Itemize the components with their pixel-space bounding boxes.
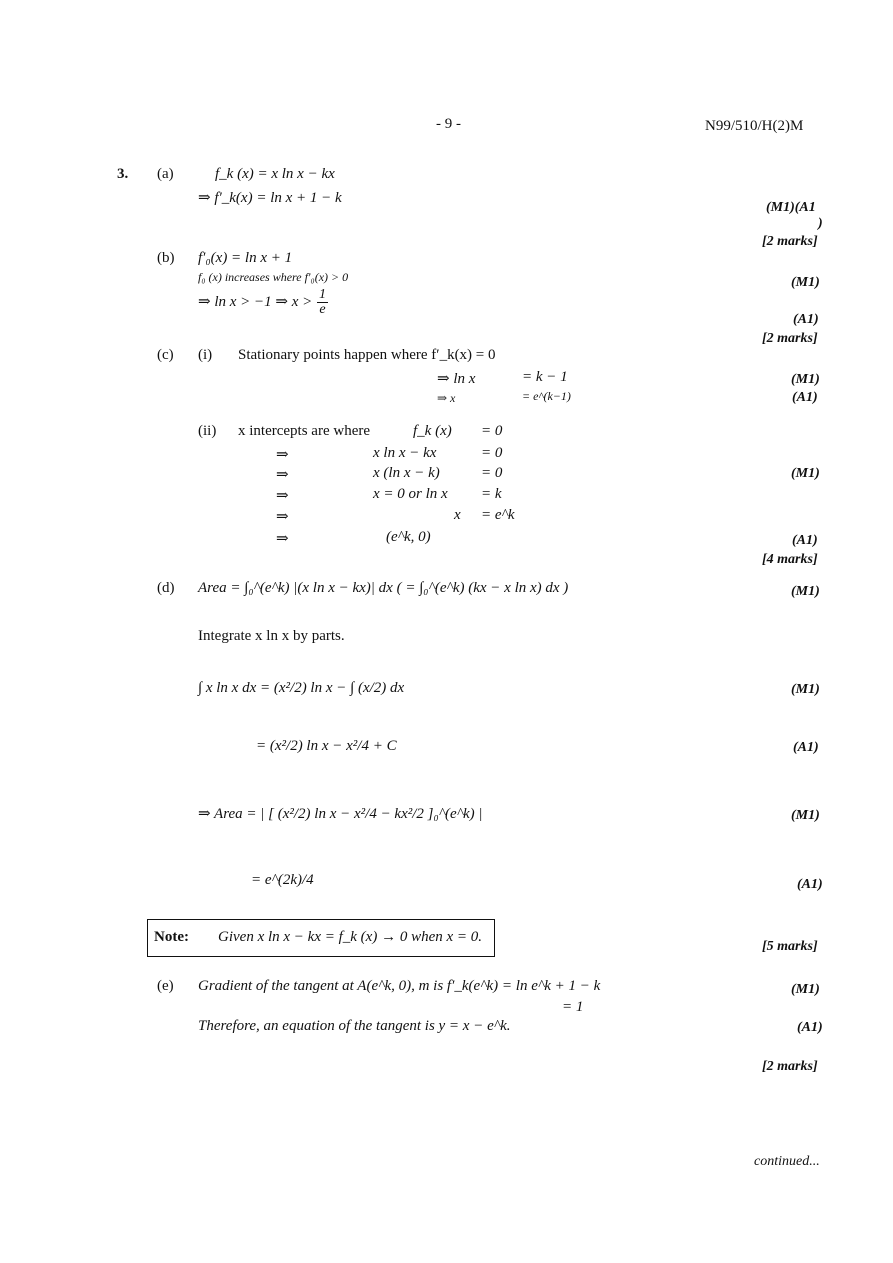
part-d-label: (d) xyxy=(157,580,175,596)
part-b-mark1: (M1) xyxy=(791,275,820,290)
part-d-parts-equation: ∫ x ln x dx = (x²/2) ln x − ∫ (x/2) dx xyxy=(198,680,405,696)
continued-footer: continued... xyxy=(754,1154,820,1169)
part-b-line1: f′₀(x) = ln x + 1 xyxy=(198,250,293,266)
part-d-final-equation: = e^(2k)/4 xyxy=(251,872,314,888)
question-number: 3. xyxy=(117,166,129,182)
ii-row-5-left: (e^k, 0) xyxy=(386,529,431,545)
ii-row-3-right: = k xyxy=(481,486,502,502)
note-label: Note: xyxy=(154,929,189,945)
ii-row-3-left: x = 0 or ln x xyxy=(373,486,448,502)
part-d-mark-area2: (M1) xyxy=(791,808,820,823)
ii-row-1-left: x ln x − kx xyxy=(373,445,437,461)
part-e-line3: Therefore, an equation of the tangent is y = x − e^k. xyxy=(198,1018,511,1034)
part-e-line2: = 1 xyxy=(562,999,584,1015)
part-a-mark-close: ) xyxy=(818,216,823,231)
part-d-total: [5 marks] xyxy=(762,939,818,954)
part-a-mark: (M1)(A1 xyxy=(766,200,816,215)
part-d-mark-final: (A1) xyxy=(797,877,823,892)
ii-row-4-arrow: ⇒ xyxy=(276,509,289,525)
part-a-total: [2 marks] xyxy=(762,234,818,249)
part-c-i-l2-right: = k − 1 xyxy=(522,369,568,385)
part-b-frac-num: 1 xyxy=(319,287,326,302)
part-e-mark1: (M1) xyxy=(791,982,820,997)
part-b-label: (b) xyxy=(157,250,175,266)
part-b-total: [2 marks] xyxy=(762,331,818,346)
ii-row-2-left: x (ln x − k) xyxy=(373,465,440,481)
ii-row-3-arrow: ⇒ xyxy=(276,488,289,504)
ii-row-2-arrow: ⇒ xyxy=(276,467,289,483)
ii-row-2-right: = 0 xyxy=(481,465,503,481)
ii-row-0-right: = 0 xyxy=(481,423,503,439)
part-c-i-mark1: (M1) xyxy=(791,372,820,387)
page-number: - 9 - xyxy=(436,116,461,132)
ii-row-5-arrow: ⇒ xyxy=(276,531,289,547)
part-b-line3-lhs: ⇒ ln x > −1 ⇒ x > xyxy=(198,293,313,310)
ii-row-4-right: = e^k xyxy=(481,507,515,523)
part-b-line3 xyxy=(198,288,329,317)
paper-code: N99/510/H(2)M xyxy=(705,118,804,134)
part-d-area2-equation: ⇒ Area = | [ (x²/2) ln x − x²/4 − kx²/2 ]₀^(e^k) | xyxy=(198,806,483,822)
part-c-i-text: Stationary points happen where f′_k(x) = 0 xyxy=(238,347,496,363)
part-d-mark-result: (A1) xyxy=(793,740,819,755)
part-b-line2: f₀ (x) increases where f′₀(x) > 0 xyxy=(198,270,349,284)
part-c-total: [4 marks] xyxy=(762,552,818,567)
part-b-mark2: (A1) xyxy=(793,312,819,327)
part-c-i-l3-left: ⇒ x xyxy=(437,391,456,405)
part-e-line1: Gradient of the tangent at A(e^k, 0), m is f′_k(e^k) = ln e^k + 1 − k xyxy=(198,978,601,994)
ii-row-0-left: f_k (x) xyxy=(413,423,452,439)
part-e-label: (e) xyxy=(157,978,174,994)
part-c-i-mark2: (A1) xyxy=(792,390,818,405)
part-d-result-equation: = (x²/2) ln x − x²/4 + C xyxy=(256,738,397,754)
ii-row-4-left: x xyxy=(454,507,461,523)
part-a-label: (a) xyxy=(157,166,174,182)
part-b-frac-den: e xyxy=(319,302,326,317)
part-a-line1: f_k (x) = x ln x − kx xyxy=(215,166,335,182)
part-a-line2: ⇒ f′_k(x) = ln x + 1 − k xyxy=(198,190,342,206)
part-c-i-l3-right: = e^(k−1) xyxy=(522,389,571,403)
part-d-integrate-text: Integrate x ln x by parts. xyxy=(198,628,345,644)
part-d-mark-area: (M1) xyxy=(791,584,820,599)
note-text: Given x ln x − kx = f_k (x) → 0 when x = 0. xyxy=(218,929,483,945)
part-e-total: [2 marks] xyxy=(762,1059,818,1074)
part-c-ii-mark1: (M1) xyxy=(791,466,820,481)
part-c-sub-i: (i) xyxy=(198,347,213,363)
part-c-sub-ii: (ii) xyxy=(198,423,217,439)
part-e-mark2: (A1) xyxy=(797,1020,823,1035)
part-c-label: (c) xyxy=(157,347,174,363)
part-d-mark-parts: (M1) xyxy=(791,682,820,697)
part-b-fraction xyxy=(317,288,328,317)
ii-row-1-right: = 0 xyxy=(481,445,503,461)
part-c-i-l2-left: ⇒ ln x xyxy=(437,371,476,387)
part-c-ii-text: x intercepts are where xyxy=(238,423,371,439)
part-d-area-equation: Area = ∫₀^(e^k) |(x ln x − kx)| dx ( = ∫₀^(e^k) (kx − x ln x) dx ) xyxy=(198,580,569,596)
part-c-ii-mark2: (A1) xyxy=(792,533,818,548)
ii-row-1-arrow: ⇒ xyxy=(276,447,289,463)
